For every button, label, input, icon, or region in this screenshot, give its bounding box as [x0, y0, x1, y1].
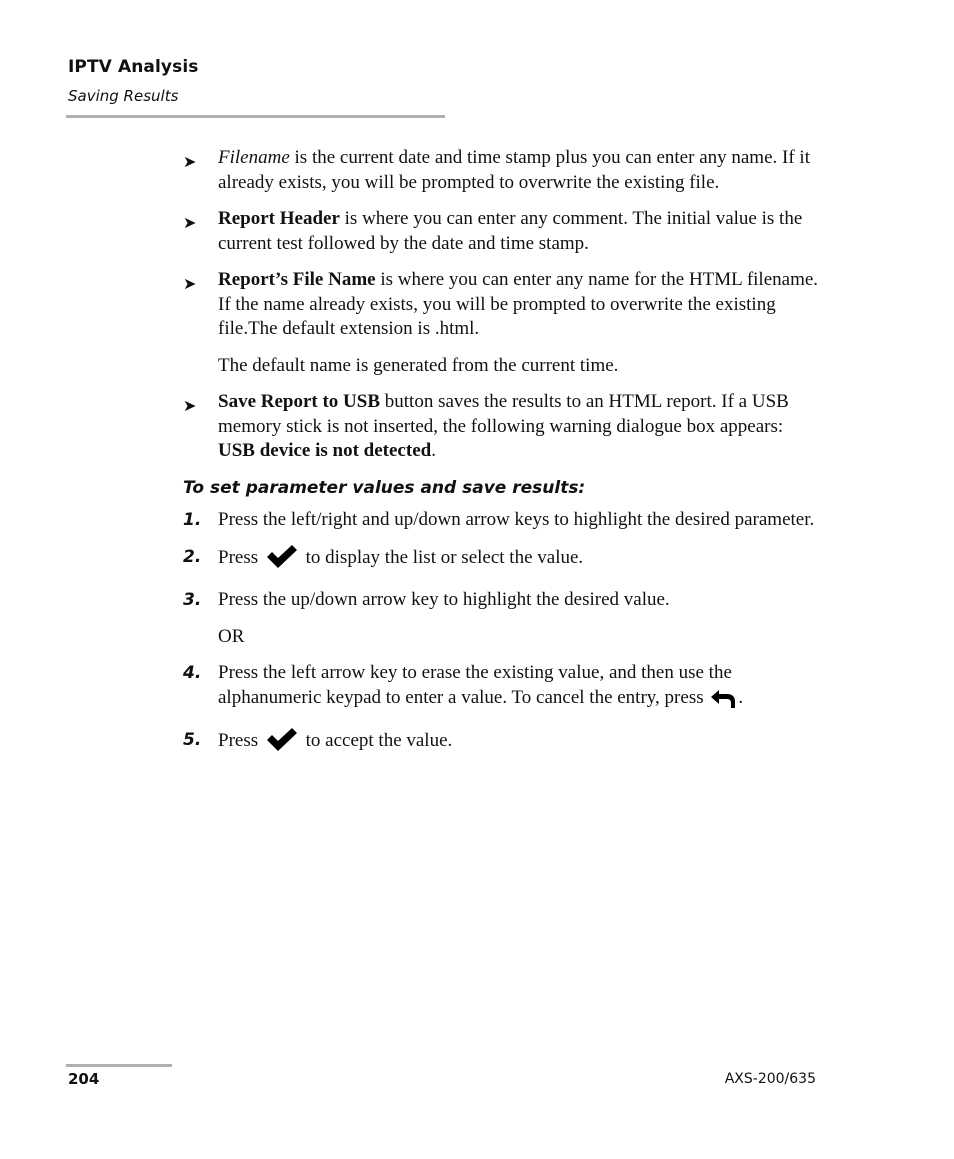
step-text: Press the left/right and up/down arrow keys to highlight the desired parameter. — [218, 509, 815, 530]
step-item — [183, 661, 823, 716]
arrowhead-bullet-icon: ➤ — [183, 274, 197, 293]
arrowhead-bullet-icon: ➤ — [183, 213, 197, 232]
bullet-text: is where you can enter any name for the HTML filename. If the name already exists, you will be prompted to overwrite the existing file.The default extension is .html. — [218, 269, 819, 339]
bullet-item — [183, 207, 823, 256]
step-text: . — [738, 686, 744, 708]
step-text: Press the left arrow key to erase the existing value, and then use the alphanumeric keypad to enter a value. To cancel the entry, press — [218, 662, 732, 708]
bullet-term: Save Report to USB — [218, 391, 381, 412]
warning-message: USB device is not detected — [218, 440, 432, 461]
arrowhead-bullet-icon: ➤ — [183, 152, 197, 171]
document-id: AXS-200/635 — [724, 1071, 816, 1087]
bullet-text: is where you can enter any comment. The initial value is the current test followed by the date and time stamp. — [218, 208, 803, 254]
step-item — [183, 728, 823, 760]
bullet-item — [183, 268, 823, 342]
step-number: 3. — [183, 590, 202, 610]
note-paragraph: The default name is generated from the current time. — [218, 354, 619, 376]
step-number: 2. — [183, 546, 202, 567]
checkmark-icon — [265, 728, 299, 760]
bullet-term: Filename — [218, 147, 290, 168]
header-divider — [66, 115, 445, 118]
step-text: Press the up/down arrow key to highlight the desired value. — [218, 589, 670, 610]
page-content — [183, 146, 823, 772]
chapter-title: IPTV Analysis — [68, 57, 199, 77]
bullet-item — [183, 146, 823, 195]
bullet-term: Report’s File Name — [218, 269, 376, 290]
step-text: Press — [218, 730, 263, 751]
bullet-text: is the current date and time stamp plus you can enter any name. If it already exists, you will be prompted to overwrite the existing file. — [218, 147, 810, 193]
step-item — [183, 545, 823, 577]
step-number: 4. — [183, 663, 202, 683]
procedure-title: To set parameter values and save results: — [183, 477, 586, 498]
bullet-item — [183, 390, 823, 464]
bullet-text: button saves the results to an HTML report. If a USB memory stick is not inserted, the following warning dialogue box appears: — [218, 391, 789, 437]
or-text: OR — [218, 625, 245, 647]
return-arrow-icon — [710, 689, 736, 717]
step-number: 5. — [183, 730, 202, 750]
page-number: 204 — [68, 1070, 100, 1088]
step-text: Press — [218, 546, 263, 568]
step-text: to display the list or select the value. — [300, 546, 584, 568]
step-item — [183, 588, 823, 613]
bullet-term: Report Header — [218, 208, 340, 229]
step-number: 1. — [183, 510, 202, 530]
checkmark-icon — [265, 545, 299, 577]
arrowhead-bullet-icon: ➤ — [183, 396, 197, 415]
step-item — [183, 508, 823, 533]
footer-divider — [66, 1064, 172, 1067]
section-title: Saving Results — [68, 87, 179, 105]
step-text: to accept the value. — [300, 730, 453, 751]
bullet-end: . — [431, 440, 436, 461]
